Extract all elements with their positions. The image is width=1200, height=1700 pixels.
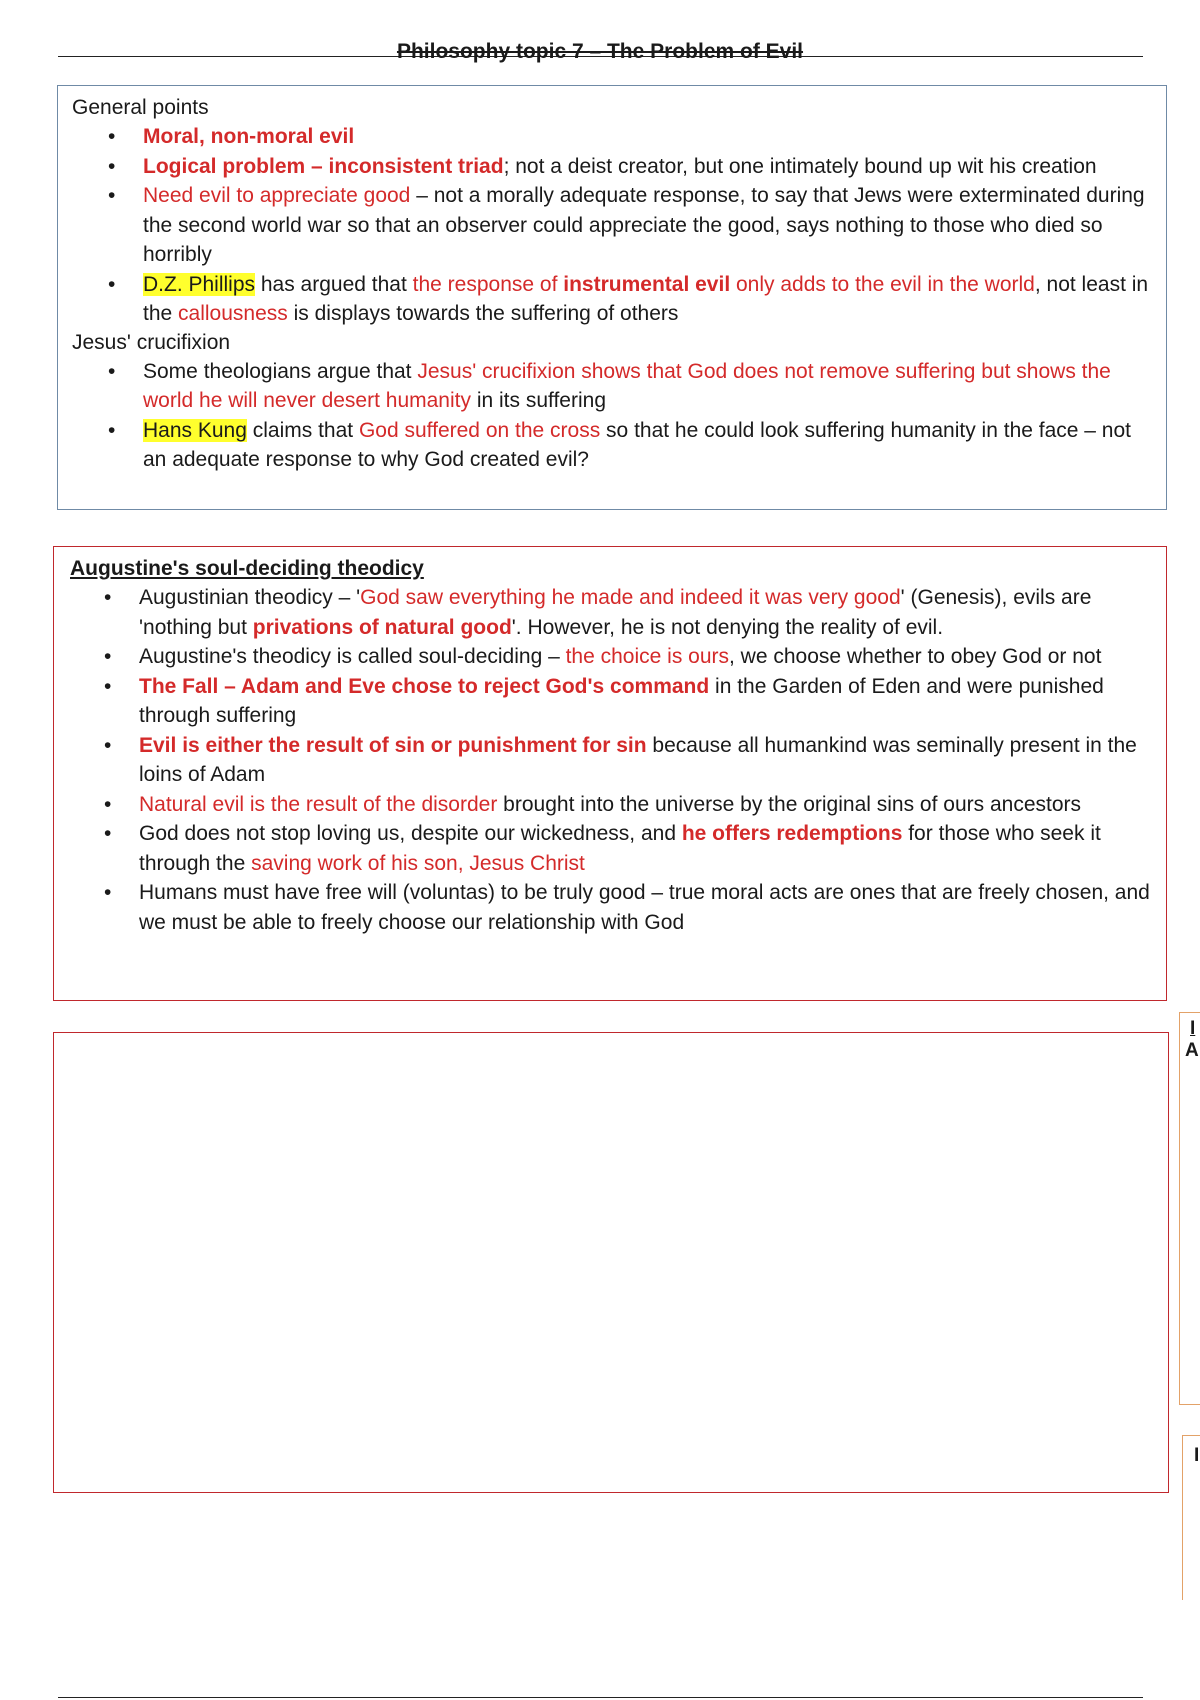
list-item xyxy=(108,270,1152,329)
text-segment: brought into the universe by the original sins of ours ancestors xyxy=(497,792,1082,816)
list-item xyxy=(108,152,1152,182)
text-segment: because all humankind was seminally present in the loins of Adam xyxy=(139,733,1137,786)
text-segment: , not least in the xyxy=(143,272,1149,325)
text-segment: for those who seek it through the xyxy=(139,822,1101,875)
augustine-list xyxy=(70,583,1150,937)
text-segment: callousness xyxy=(178,302,288,325)
text-segment: has argued that xyxy=(255,272,413,296)
list-item xyxy=(108,181,1152,270)
bullet-icon: • xyxy=(108,359,116,383)
text-segment: Logical problem – inconsistent triad xyxy=(143,154,504,178)
bullet-icon: • xyxy=(108,154,116,178)
crucifixion-heading: Jesus' crucifixion xyxy=(72,330,231,354)
general-points-heading: General points xyxy=(72,96,209,119)
side-box-upper-text-fragment: A xyxy=(1185,1040,1199,1061)
list-item xyxy=(108,416,1152,475)
page-title: Philosophy topic 7 – The Problem of Evil xyxy=(396,40,804,63)
text-segment: so that he could look suffering humanity in the face – not an adequate response to why God created evil? xyxy=(143,418,1132,471)
text-segment: God does not stop loving us, despite our wickedness, and xyxy=(139,822,682,845)
bullet-icon: • xyxy=(104,792,112,816)
augustine-theodicy-box xyxy=(53,546,1167,1001)
bullet-icon: • xyxy=(104,822,112,845)
text-segment: ' (Genesis), evils are 'nothing but xyxy=(139,586,1092,639)
side-box-upper xyxy=(1179,1012,1200,1405)
text-segment: D.Z. Phillips xyxy=(143,272,256,296)
side-box-lower-text-fragment: I xyxy=(1194,1445,1200,1466)
bullet-icon: • xyxy=(108,272,116,296)
text-segment: ; not a deist creator, but one intimately bound up wit his creation xyxy=(503,154,1097,178)
list-item xyxy=(104,583,1150,642)
text-segment: God saw everything he made and indeed it was very good xyxy=(360,586,901,609)
text-segment: he offers redemptions xyxy=(681,822,903,845)
text-segment: instrumental evil xyxy=(563,272,731,296)
text-segment: is displays towards the suffering of others xyxy=(287,302,679,325)
text-segment: Hans Kung xyxy=(143,418,247,442)
augustine-heading: Augustine's soul-deciding theodicy xyxy=(70,557,424,580)
bullet-icon: • xyxy=(108,184,116,207)
text-segment: privations of natural good xyxy=(252,615,512,639)
text-segment: The Fall – Adam and Eve chose to reject God's command xyxy=(139,674,710,698)
footer-rule xyxy=(58,1697,1143,1698)
bullet-icon: • xyxy=(108,125,116,148)
text-segment: '. However, he is not denying the reality of evil. xyxy=(511,615,944,639)
bullet-icon: • xyxy=(104,733,112,757)
text-segment: saving work of his son, Jesus Christ xyxy=(251,851,585,875)
text-segment: the response of xyxy=(412,272,564,296)
text-segment: – not a morally adequate response, to say that Jews were exterminated during the second world war so that an observer could appreciate the good, says nothing to those who died so horribly xyxy=(143,184,1145,266)
bullet-icon: • xyxy=(104,586,112,609)
text-segment: in the Garden of Eden and were punished through suffering xyxy=(139,674,1104,727)
text-segment: Augustinian theodicy – ' xyxy=(139,586,361,609)
text-segment: , we choose whether to obey God or not xyxy=(729,645,1102,668)
list-item xyxy=(108,122,1152,152)
text-segment: Need evil to appreciate good xyxy=(143,184,411,207)
text-segment: in its suffering xyxy=(470,389,606,412)
general-points-list xyxy=(72,122,1152,329)
list-item xyxy=(108,357,1152,416)
general-points-box xyxy=(57,85,1167,510)
bullet-icon: • xyxy=(108,418,116,442)
text-segment: the choice is ours xyxy=(565,645,730,668)
text-segment: Humans must have free will (voluntas) to be truly good – true moral acts are ones that are freely chosen, and we must be able to freely choose our relationship with God xyxy=(139,881,1150,934)
text-segment: Augustine's theodicy is called soul-deciding – xyxy=(139,645,566,668)
list-item xyxy=(104,878,1150,937)
list-item xyxy=(104,790,1150,820)
empty-content-box xyxy=(53,1032,1169,1493)
crucifixion-list xyxy=(72,357,1152,475)
bullet-icon: • xyxy=(104,645,112,668)
text-segment: Jesus' crucifixion shows that God does not remove suffering but shows the world he will never desert humanity xyxy=(143,359,1111,412)
list-item xyxy=(104,731,1150,790)
text-segment: Some theologians argue that xyxy=(143,359,418,383)
text-segment: only adds to the evil in the world xyxy=(730,272,1035,296)
text-segment: God suffered on the cross xyxy=(358,418,601,442)
list-item xyxy=(104,642,1150,672)
text-segment: Evil is either the result of sin or punishment for sin xyxy=(139,733,647,757)
bullet-icon: • xyxy=(104,881,112,904)
text-segment: Moral, non-moral evil xyxy=(143,125,355,148)
bullet-icon: • xyxy=(104,674,112,698)
text-segment: claims that xyxy=(246,418,359,442)
list-item xyxy=(104,819,1150,878)
side-box-upper-heading-fragment: I xyxy=(1190,1018,1196,1039)
list-item xyxy=(104,672,1150,731)
text-segment: Natural evil is the result of the disorder xyxy=(139,792,498,816)
